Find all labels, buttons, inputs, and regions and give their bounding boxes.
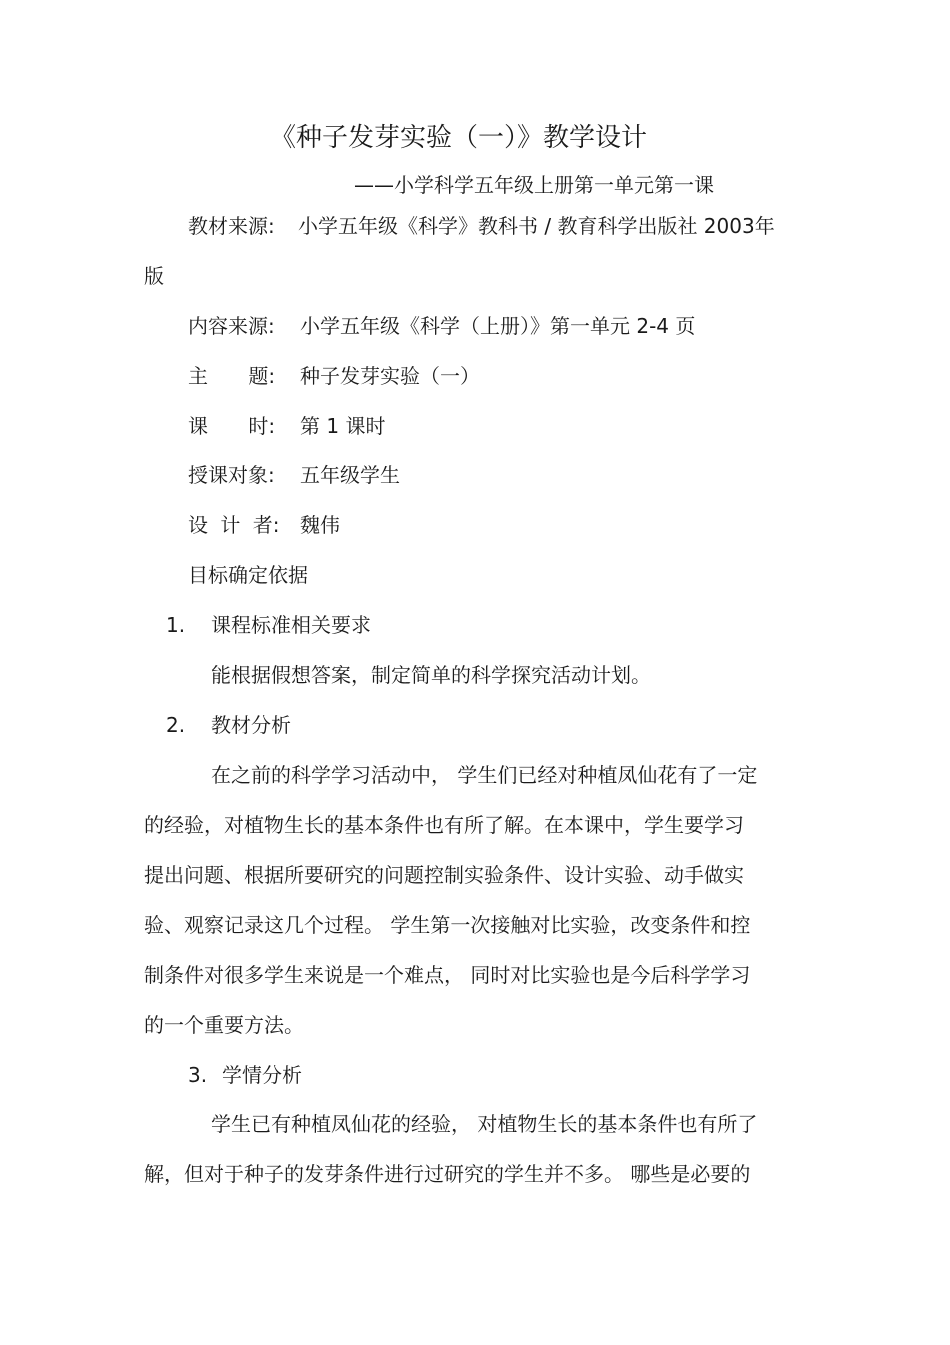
paragraph-line: 验、观察记录这几个过程。 学生第一次接触对比实验，改变条件和控 [144, 913, 751, 937]
topic-label: 主 题: [188, 364, 276, 388]
section-heading: 课程标准相关要求 [211, 613, 371, 637]
paragraph-line: 解，但对于种子的发芽条件进行过研究的学生并不多。 哪些是必要的 [144, 1162, 751, 1186]
period-value: 第 1 课时 [300, 414, 386, 438]
audience-value: 五年级学生 [300, 463, 400, 487]
designer-value: 魏伟 [300, 513, 340, 537]
audience-label: 授课对象: [188, 463, 275, 487]
paragraph-line: 在之前的科学学习活动中， 学生们已经对种植凤仙花有了一定 [211, 763, 758, 787]
content-label: 内容来源: [188, 314, 275, 338]
paragraph-line: 提出问题、根据所要研究的问题控制实验条件、设计实验、动手做实 [144, 863, 744, 887]
section-number: 1. [166, 613, 186, 637]
paragraph-line: 能根据假想答案，制定简单的科学探究活动计划。 [211, 663, 651, 687]
document-title: 《种子发芽实验（一）》教学设计 [270, 123, 648, 153]
textbook-label: 教材来源: [188, 214, 275, 238]
paragraph-line: 的经验，对植物生长的基本条件也有所了解。在本课中，学生要学习 [144, 813, 744, 837]
paragraph-line: 的一个重要方法。 [144, 1013, 304, 1037]
textbook-value-wrap: 版 [144, 264, 164, 288]
document-subtitle: ——小学科学五年级上册第一单元第一课 [354, 173, 714, 197]
designer-label: 设 计 者: [188, 513, 280, 537]
paragraph-line: 学生已有种植凤仙花的经验， 对植物生长的基本条件也有所了 [211, 1112, 758, 1136]
paragraph-line: 制条件对很多学生来说是一个难点， 同时对比实验也是今后科学学习 [144, 963, 751, 987]
period-label: 课 时: [188, 414, 276, 438]
section-number: 2. [166, 713, 186, 737]
section-number: 3. [188, 1063, 208, 1087]
section-heading: 教材分析 [211, 713, 291, 737]
topic-value: 种子发芽实验（一） [300, 364, 480, 388]
textbook-value: 小学五年级《科学》教科书 / 教育科学出版社 2003年 [298, 214, 775, 238]
section-heading: 学情分析 [222, 1063, 302, 1087]
basis-heading: 目标确定依据 [188, 563, 308, 587]
content-value: 小学五年级《科学（上册）》第一单元 2-4 页 [300, 314, 696, 338]
